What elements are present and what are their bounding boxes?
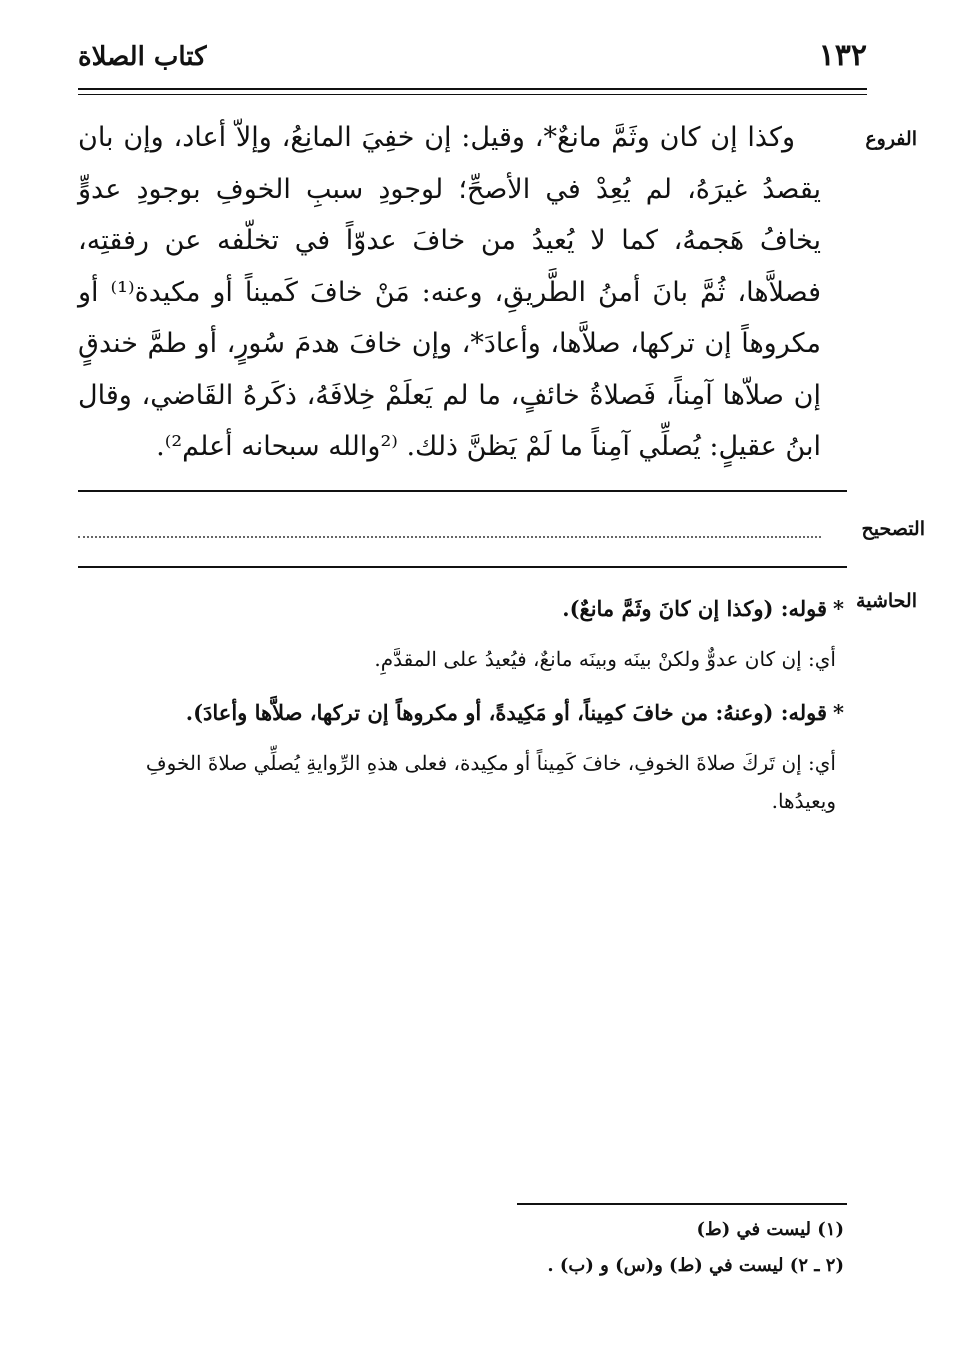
asterisk-icon: * [833, 596, 844, 621]
section-label-tashih: التصحيح [861, 518, 925, 540]
book-title: كتاب الصلاة [78, 42, 207, 72]
section-label-hashiya: الحاشية [856, 590, 917, 612]
footnote-2: (٢ ـ ٢) ليست في (ط) و(س) و (ب) . [547, 1255, 844, 1276]
divider-top [78, 490, 847, 492]
running-header [78, 30, 867, 90]
main-paragraph-text: وكذا إن كان وثَمَّ مانعٌ*، وقيل: إن خفِيَ المانِعُ، وإلاّ أعاد، وإن بان يقصدُ غيرَهُ، لم يُعِدْ في الأصحِّ؛ لوجودِ سببِ الخوفِ بوجودِ عدوٍّ يخافُ هَجمهُ، كما لا يُعيدُ من خافَ عدوّاً في تخلّفه عن رفقتِه، فصلاَّها، ثُمَّ بانَ أمنُ الطَّريقِ، وعنه: مَنْ خافَ كَميناً أو مكيدة⁽¹⁾ أو مكروهاً إن تركها، صلاَّها، وأعادَ*، وإن خافَ هدمَ سُورٍ، أو طمَّ خندقٍ إن صلاّها آمِناً، فَصلاةُ خائفٍ، ما لم يَعلَمْ خِلافَهُ، ذكَرهُ القَاضي، وقال ابنُ عقيلٍ: يُصلِّي آمِناً ما لَمْ يَظنَّ ذلك. ⁽²والله سبحانه أعلم²⁾. [78, 122, 822, 462]
hashiya-explanation-1: أي: إن كان عدوٌّ ولكنْ بينَه وبينَه مانعٌ، فيُعيدُ على المقدَّمِ. [374, 647, 836, 671]
hashiya-commentary [78, 592, 844, 838]
main-text [78, 112, 821, 473]
page-number: ١٣٢ [818, 38, 867, 73]
hashiya-quote-2: *قوله: (وعنهُ: من خافَ كمِيناً، أو مَكِيدةً، أو مكروهاً إن تركها، صلاَّها وأعادَ). [78, 696, 844, 730]
hashiya-quote-1: *قوله: (وكذا إن كانَ وثَمَّ مانعٌ). [78, 592, 844, 626]
asterisk-icon: * [833, 700, 844, 725]
hashiya-explanation-2: أي: إن تَركَ صلاةَ الخوفِ، خافَ كَمِيناً أو مكِيدة، فعلى هذهِ الرِّوايةِ يُصلِّي صلاةَ الخوفِ ويعيدُها. [145, 751, 836, 813]
divider-bottom [78, 566, 847, 568]
footnote-separator [517, 1203, 847, 1205]
footnotes [78, 1212, 844, 1284]
section-label-furu: الفروع [865, 128, 917, 150]
tashih-dotted-line [78, 530, 821, 538]
main-paragraph [78, 112, 821, 473]
footnote-1: (١) ليست في (ط) [696, 1219, 844, 1240]
